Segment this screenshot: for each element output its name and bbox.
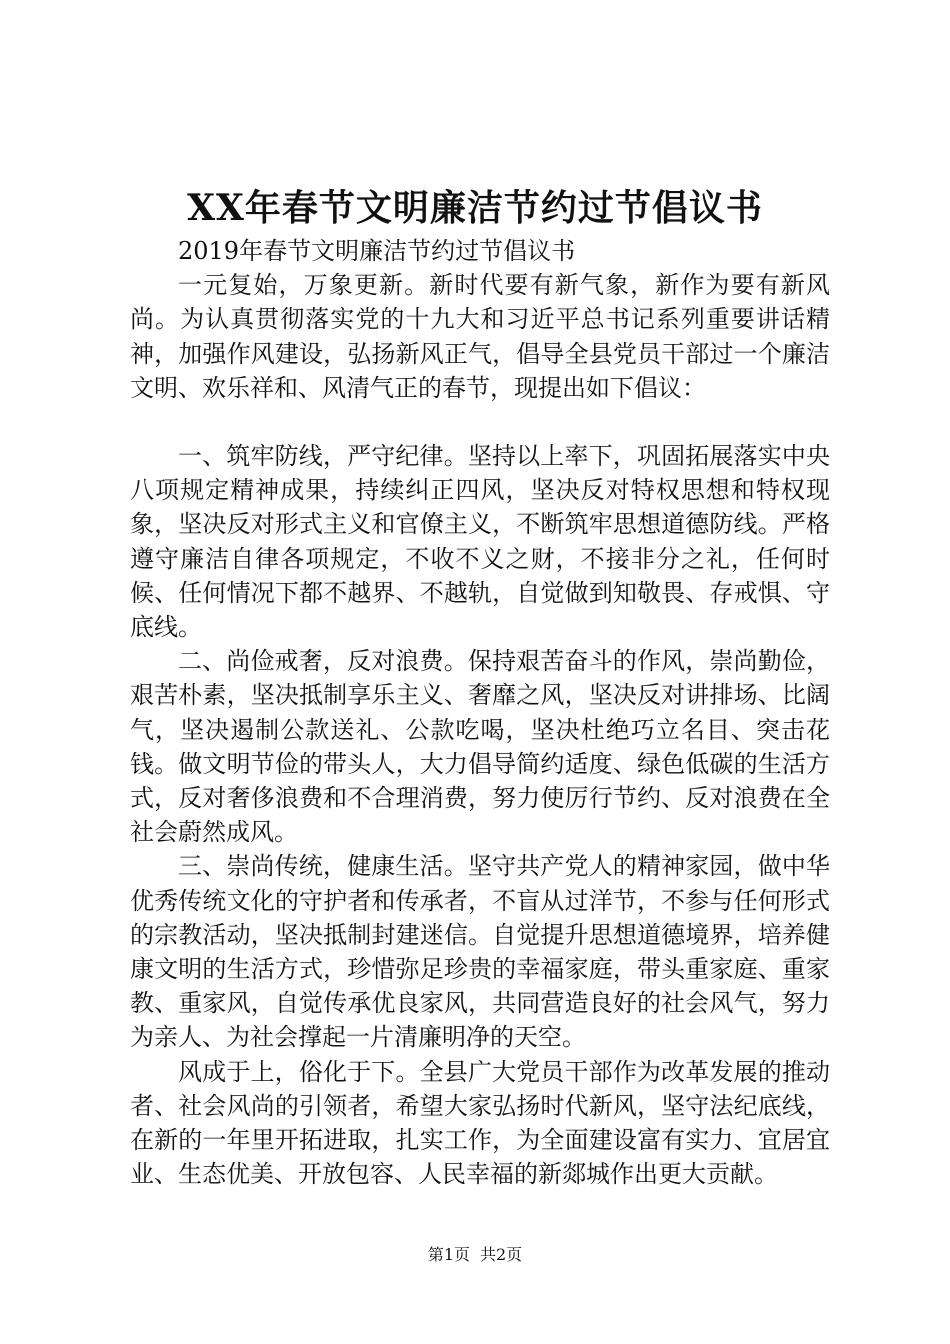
paragraph-closing: 风成于上，俗化于下。全县广大党员干部作为改革发展的推动者、社会风尚的引领者，希望大家弘扬时代新风，坚守法纪底线，在新的一年里开拓进取，扎实工作，为全面建设富有实力、宜居宜业、生态优美、开放包容、人民幸福的新郯城作出更大贡献。 xyxy=(130,1057,830,1189)
paragraph-point-2: 二、尚俭戒奢，反对浪费。保持艰苦奋斗的作风，崇尚勤俭，艰苦朴素，坚决抵制享乐主义、奢靡之风，坚决反对讲排场、比阔气，坚决遏制公款送礼、公款吃喝，坚决杜绝巧立名目、突击花钱。做文明节俭的带头人，大力倡导简约适度、绿色低碳的生活方式，反对奢侈浪费和不合理消费，努力使厉行节约、反对浪费在全社会蔚然成风。 xyxy=(130,647,830,847)
paragraph-intro: 一元复始，万象更新。新时代要有新气象，新作为要有新风尚。为认真贯彻落实党的十九大和习近平总书记系列重要讲话精神，加强作风建设，弘扬新风正气，倡导全县党员干部过一个廉洁文明、欢乐祥和、风清气正的春节，现提出如下倡议： xyxy=(130,271,830,402)
page-number: 第1页 xyxy=(427,1245,470,1264)
document-title: XX年春节文明廉洁节约过节倡议书 xyxy=(187,187,763,229)
paragraph-point-1: 一、筑牢防线，严守纪律。坚持以上率下，巩固拓展落实中央八项规定精神成果，持续纠正四风，坚决反对特权思想和特权现象，坚决反对形式主义和官僚主义，不断筑牢思想道德防线。严格遵守廉洁自律各项规定，不收不义之财，不接非分之礼，任何时候、任何情况下都不越界、不越轨，自觉做到知敬畏、存戒惧、守底线。 xyxy=(130,442,830,642)
page-footer xyxy=(0,1243,950,1267)
document-subtitle: 2019年春节文明廉洁节约过节倡议书 xyxy=(178,237,576,265)
page-total: 共2页 xyxy=(480,1245,523,1264)
paragraph-point-3: 三、崇尚传统，健康生活。坚守共产党人的精神家园，做中华优秀传统文化的守护者和传承者，不盲从过洋节，不参与任何形式的宗教活动，坚决抵制封建迷信。自觉提升思想道德境界，培养健康文明的生活方式，珍惜弥足珍贵的幸福家庭，带头重家庭、重家教、重家风，自觉传承优良家风，共同营造良好的社会风气，努力为亲人、为社会撑起一片清廉明净的天空。 xyxy=(130,852,830,1052)
document-body xyxy=(130,234,830,1191)
